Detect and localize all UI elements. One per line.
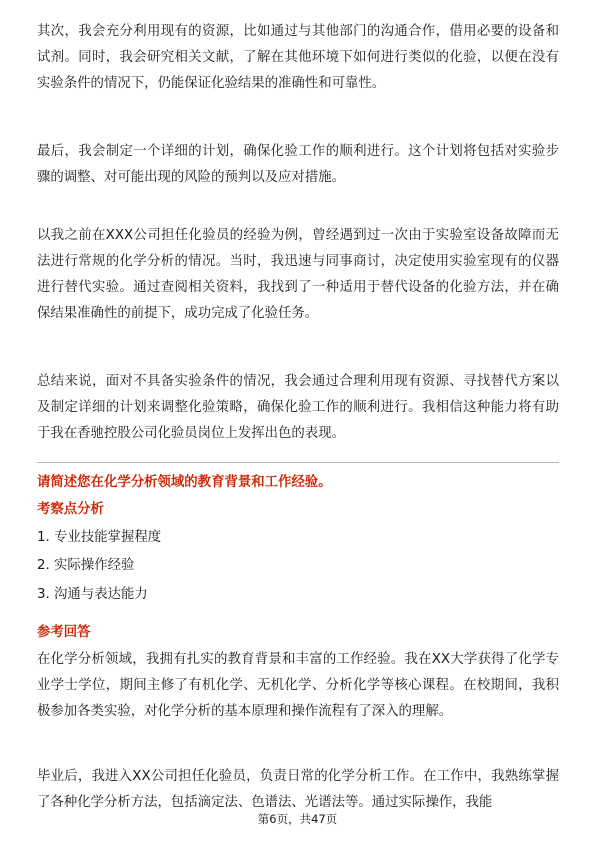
paragraph-summary: 总结来说，面对不具备实验条件的情况，我会通过合理利用现有资源、寻找替代方案以及制定详细的计划来调整化验策略，确保化验工作的顺利进行。我相信这种能力将有助于我在香驰控股公司化验员岗位上发挥出色的表现。 [37, 374, 559, 441]
paragraph-plan: 最后，我会制定一个详细的计划，确保化验工作的顺利进行。这个计划将包括对实验步骤的调整、对可能出现的风险的预判以及应对措施。 [37, 144, 559, 185]
section-divider [37, 462, 559, 463]
analysis-point: 2. 实际操作经验 [37, 558, 135, 573]
paragraph-example: 以我之前在XXX公司担任化验员的经验为例，曾经遇到过一次由于实验室设备故障而无法进行常规的化学分析的情况。当时，我迅速与同事商讨，决定使用实验室现有的仪器进行替代实验。通过查阅相关资料，我找到了一种适用于替代设备的化验方法，并在确保结果准确性的前提下，成功完成了化验任务。 [37, 228, 559, 321]
page-number-footer: 第6页，共47页 [257, 812, 338, 826]
paragraph-resources: 其次，我会充分利用现有的资源，比如通过与其他部门的沟通合作，借用必要的设备和试剂。同时，我会研究相关文献，了解在其他环境下如何进行类似的化验，以便在没有实验条件的情况下，仍能保证化验结果的准确性和可靠性。 [37, 24, 559, 91]
answer-paragraph-education: 在化学分析领域，我拥有扎实的教育背景和丰富的工作经验。我在XX大学获得了化学专业学士学位，期间主修了有机化学、无机化学、分析化学等核心课程。在校期间，我积极参加各类实验，对化学分析的基本原理和操作流程有了深入的理解。 [37, 652, 559, 719]
analysis-title: 考察点分析 [37, 502, 104, 517]
answer-title: 参考回答 [37, 625, 91, 640]
question-heading: 请简述您在化学分析领域的教育背景和工作经验。 [37, 475, 332, 490]
answer-paragraph-work: 毕业后，我进入XX公司担任化验员，负责日常的化学分析工作。在工作中，我熟练掌握了各种化学分析方法，包括滴定法、色谱法、光谱法等。通过实际操作，我能 [37, 769, 559, 810]
analysis-point: 3. 沟通与表达能力 [37, 587, 148, 602]
analysis-point: 1. 专业技能掌握程度 [37, 530, 162, 545]
